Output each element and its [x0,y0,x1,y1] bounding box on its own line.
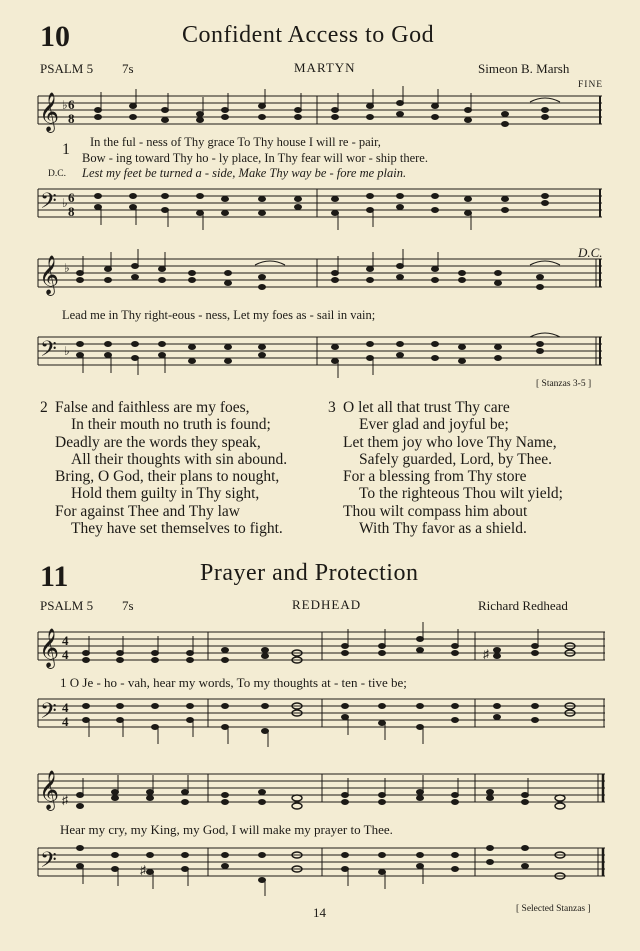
svg-text:𝄞: 𝄞 [39,628,60,668]
svg-text:8: 8 [68,111,75,126]
lyrics-line1: In the ful - ness of Thy grace To Thy house I will re - pair, [90,135,381,149]
treble-staff-system2 [0,255,640,305]
lyrics-line2: Bow - ing toward Thy ho - ly place, In Thy fear will wor - ship there. [82,151,428,165]
bass-staff-system3 [0,695,640,745]
fine-marker: FINE [578,80,604,90]
svg-text:♭: ♭ [64,344,70,358]
svg-text:4: 4 [62,633,69,648]
verse-number: 1 [62,141,70,158]
bass-staff-system2 [0,333,640,383]
lyrics-line1: 1 O Je - ho - vah, hear my words, To my thoughts at - ten - tive be; [60,675,407,690]
svg-text:♯: ♯ [483,647,489,661]
stanzas-note: [ Stanzas 3-5 ] [536,379,592,389]
hymn-title: Confident Access to God [182,22,435,48]
svg-text:4: 4 [62,714,69,729]
svg-text:♯: ♯ [140,863,146,877]
stanza3-text: O let all that trust Thy care Ever glad and joyful be; Let them joy who love Thy Name, Safely guarded, Lord, by Thee. For a blessing from Thy store To the righteous Thou wilt yield; Thou wilt compass him about With Thy favor as a shield. [343,399,563,538]
dc-marker: D.C. [578,245,603,260]
composer-name: Richard Redhead [478,598,568,613]
svg-text:𝄢: 𝄢 [40,699,57,729]
lyrics-dc: Lest my feet be turned a - side, Make Thy way be - fore me plain. [82,166,407,180]
tune-name: MARTYN [294,60,356,75]
hymn-number: 10 [40,20,70,53]
page-number: 14 [313,905,326,920]
lyrics-system2: Lead me in Thy right-eous - ness, Let my foes as - sail in vain; [62,308,376,322]
svg-text:𝄞: 𝄞 [39,770,60,810]
stanza2-text: False and faithless are my foes, In their mouth no truth is found; Deadly are the words they speak, All their thoughts with sin abound. Bring, O God, their plans to nought, Hold them guilty in Thy sight, For against Thee and Thy law They have set themselves to fight. [55,399,288,538]
treble-staff-system3 [0,628,640,678]
tune-name: REDHEAD [292,597,362,612]
lyrics-line2: Hear my cry, my King, my God, I will make my prayer to Thee. [60,822,393,837]
svg-text:6: 6 [68,190,75,205]
svg-text:♭: ♭ [62,98,68,112]
svg-text:♯: ♯ [62,793,68,807]
hymn-number: 11 [40,560,69,593]
stanza2-number: 2 [40,399,48,416]
svg-text:6: 6 [68,97,75,112]
svg-text:♭: ♭ [64,261,70,275]
svg-text:♭: ♭ [62,196,68,210]
bass-staff-system4 [0,844,640,894]
treble-staff-system4 [0,770,640,820]
svg-text:𝄢: 𝄢 [40,189,57,219]
svg-text:4: 4 [62,700,69,715]
composer-name: Simeon B. Marsh [478,61,570,76]
stanza3-number: 3 [328,399,336,416]
stanzas-note: [ Selected Stanzas ] [516,904,591,914]
svg-text:𝄞: 𝄞 [39,255,60,295]
dc-label: D.C. [48,169,66,179]
psalm-label: PSALM 5 [40,61,94,76]
hymn-title: Prayer and Protection [200,560,419,586]
svg-text:8: 8 [68,204,75,219]
svg-text:𝄞: 𝄞 [39,92,60,132]
psalm-label: PSALM 5 [40,598,94,613]
svg-text:𝄢: 𝄢 [40,337,57,367]
meter-label: 7s [122,61,134,76]
svg-text:4: 4 [62,647,69,662]
svg-text:𝄢: 𝄢 [40,848,57,878]
meter-label: 7s [122,598,134,613]
bass-staff-system1 [0,185,640,235]
